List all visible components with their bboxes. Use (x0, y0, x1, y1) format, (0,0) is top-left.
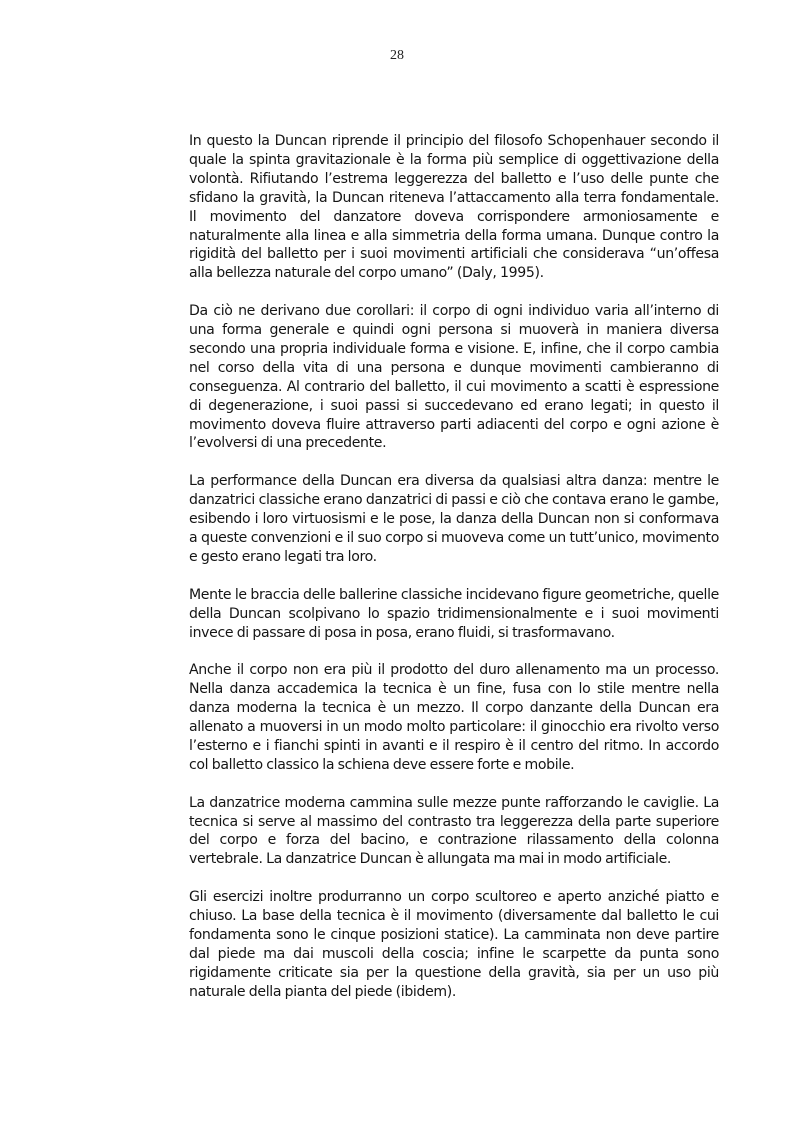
paragraph-1: In questo la Duncan riprende il principio del filosofo Schopenhauer secondo il quale la spinta gravitazionale è la forma più semplice di oggettivazione della volontà. Rifiutando l’estrema leggerezza del balletto e l’uso delle punte che sfidano la gravità, la Duncan riteneva l’attaccamento alla terra fondamentale. Il movimento del danzatore doveva corrispondere armoniosamente e naturalmente alla linea e alla simmetria della forma umana. Dunque contro la rigidità del balletto per i suoi movimenti artificiali che considerava “un’offesa alla bellezza naturale del corpo umano” (Daly, 1995). (189, 133, 719, 282)
paragraph-5: Anche il corpo non era più il prodotto del duro allenamento ma un processo. Nella danza accademica la tecnica è un fine, fusa con lo stile mentre nella danza moderna la tecnica è un mezzo. Il corpo danzante della Duncan era allenato a muoversi in un modo molto particolare: il ginocchio era rivolto verso l’esterno e i fianchi spinti in avanti e il respiro è il centro del ritmo. In accordo col balletto classico la schiena deve essere forte e mobile. (189, 662, 719, 773)
page-number: 28 (390, 48, 404, 63)
paragraph-2: Da ciò ne derivano due corollari: il corpo di ogni individuo varia all’interno di una forma generale e quindi ogni persona si muoverà in maniera diversa secondo una propria individuale forma e visione. E, infine, che il corpo cambia nel corso della vita di una persona e dunque movimenti cambieranno di conseguenza. Al contrario del balletto, il cui movimento a scatti è espressione di degenerazione, i suoi passi si succedevano ed erano legati; in questo il movimento doveva fluire attraverso parti adiacenti del corpo e ogni azione è l’evolversi di una precedente. (189, 303, 719, 452)
paragraph-7: Gli esercizi inoltre produrranno un corpo scultoreo e aperto anziché piatto e chiuso. La base della tecnica è il movimento (diversamente dal balletto le cui fondamenta sono le cinque posizioni statice). La camminata non deve partire dal piede ma dai muscoli della coscia; infine le scarpette da punta sono rigidamente criticate sia per la questione della gravità, sia per un uso più naturale della pianta del piede (ibidem). (189, 889, 719, 1000)
paragraph-3: La performance della Duncan era diversa da qualsiasi altra danza: mentre le danzatrici classiche erano danzatrici di passi e ciò che contava erano le gambe, esibendo i loro virtuosismi e le pose, la danza della Duncan non si conformava a queste convenzioni e il suo corpo si muoveva come un tutt’unico, movimento e gesto erano legati tra loro. (189, 473, 719, 565)
paragraph-4: Mente le braccia delle ballerine classiche incidevano figure geometriche, quelle della Duncan scolpivano lo spazio tridimensionalmente e i suoi movimenti invece di passare di posa in posa, erano fluidi, si trasformavano. (189, 586, 719, 641)
body-text (189, 132, 719, 1020)
paragraph-6: La danzatrice moderna cammina sulle mezze punte rafforzando le caviglie. La tecnica si serve al massimo del contrasto tra leggerezza della parte superiore del corpo e forza del bacino, e contrazione rilassamento della colonna vertebrale. La danzatrice Duncan è allungata ma mai in modo artificiale. (189, 794, 719, 868)
